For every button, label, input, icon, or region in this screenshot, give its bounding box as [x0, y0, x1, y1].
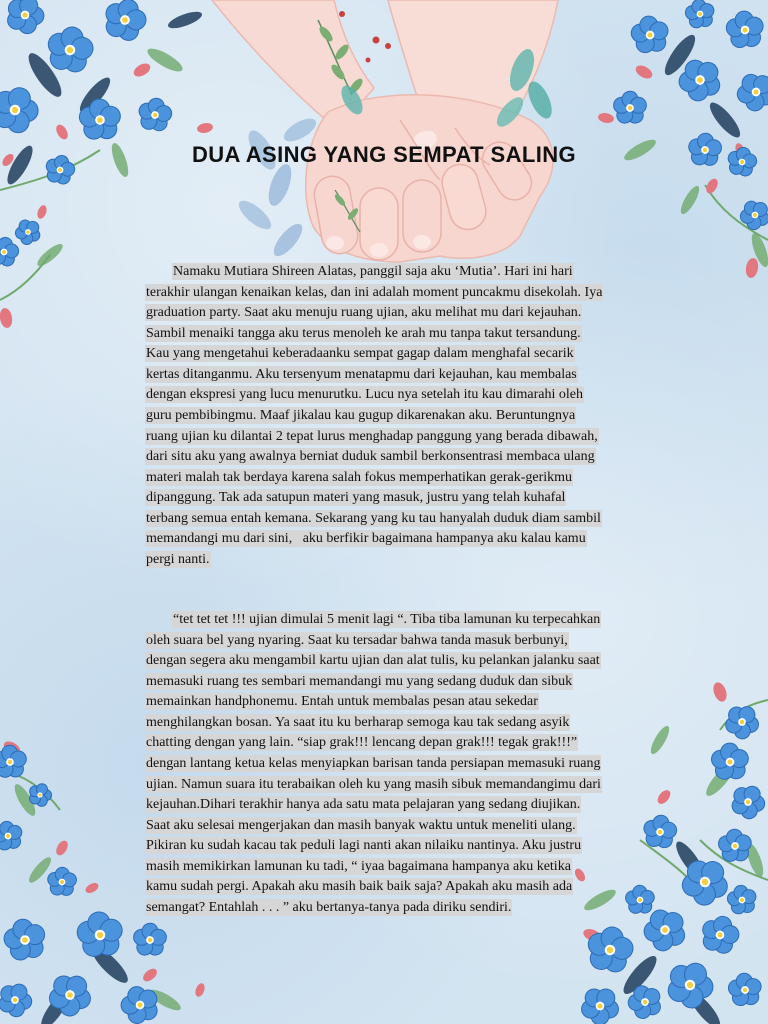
- flower-bud: [597, 112, 614, 124]
- page-title: DUA ASING YANG SEMPAT SALING: [191, 142, 577, 167]
- forget-me-not-flower: [43, 863, 82, 902]
- forget-me-not-flower: [12, 216, 45, 249]
- text-line: [145, 775, 705, 796]
- highlighted-text: dengan lantang ketua kelas menyiapkan barisan tanda persiapan memasuki ruang: [146, 755, 601, 771]
- forget-me-not-flower: [697, 913, 744, 960]
- highlighted-text: Namaku Mutiara Shireen Alatas, panggil saja aku ‘Mutia’. Hari ini hari: [173, 264, 573, 279]
- highlighted-text: oleh suara bel yang nyaring. Saat ku tersadar bahwa tanda masuk berbunyi,: [146, 632, 568, 648]
- highlighted-text: Pikiran ku sudah kacau tak peduli lagi nanti akan nilaiku nantinya. Aku justru: [146, 838, 582, 854]
- text-line: [145, 898, 705, 919]
- text-line: [145, 303, 705, 324]
- forget-me-not-flower: [0, 817, 29, 857]
- text-line: [145, 385, 705, 406]
- forget-me-not-flower: [100, 0, 152, 47]
- forget-me-not-flower: [0, 86, 39, 133]
- text-line: [145, 672, 705, 693]
- forget-me-not-flower: [737, 196, 768, 234]
- text-line: [145, 262, 705, 283]
- leaf-decoration: [144, 44, 185, 75]
- fingernail: [370, 243, 388, 257]
- text-line: [145, 488, 705, 509]
- text-line: [145, 877, 705, 898]
- highlighted-text: memasuki ruang tes sembari memandangi mu yang sedang duduk dan sibuk: [146, 673, 573, 689]
- text-line: [145, 631, 705, 652]
- highlighted-text: Sambil menaiki tangga aku terus menoleh ke arah mu tanpa takut tersandung.: [146, 325, 581, 341]
- highlighted-text: kertas ditanganmu. Aku tersenyum menatapmu dari kejauhan, kau membalas: [146, 366, 577, 382]
- forget-me-not-flower: [133, 94, 177, 138]
- flower-bud: [54, 123, 70, 142]
- highlighted-text: memainkan handphonemu. Entah untuk membalas pesan atau sekedar: [146, 694, 538, 710]
- forget-me-not-flower: [578, 983, 624, 1024]
- highlighted-text: Kau yang mengetahui keberadaanku sempat gagap dalam menghafal secarik: [146, 346, 574, 362]
- forget-me-not-flower: [723, 968, 768, 1014]
- text-line: [145, 610, 705, 631]
- text-line: [145, 651, 705, 672]
- highlighted-text: ruang ujian ku dilantai 2 tepat lurus menghadap panggung yang berada dibawah,: [146, 428, 598, 444]
- leaf-decoration: [678, 184, 703, 217]
- forget-me-not-flower: [0, 981, 34, 1018]
- leaf-decoration: [705, 99, 744, 142]
- text-line: [145, 406, 705, 427]
- text-line: [145, 795, 705, 816]
- highlighted-text: terbang semua entah kemana. Sekarang yang ku tau hanyalah duduk diam sambil: [146, 510, 601, 526]
- text-line: [145, 713, 705, 734]
- flower-bud: [54, 839, 70, 858]
- forget-me-not-flower: [723, 702, 763, 742]
- leaf-decoration: [166, 8, 204, 31]
- highlighted-text: graduation party. Saat aku menuju ruang ujian, aku melihat mu dari kejauhan.: [146, 305, 582, 321]
- forget-me-not-flower: [723, 881, 763, 921]
- text-line: [145, 447, 705, 468]
- highlighted-text: kejauhan.Dihari terakhir hanya ada satu mata pelajaran yang sedang diujikan.: [146, 797, 581, 813]
- highlighted-text: memandangi mu dari sini, aku berfikir bagaimana hampanya aku kalau kamu: [146, 531, 586, 547]
- text-line: [145, 468, 705, 489]
- text-line: [145, 509, 705, 530]
- flower-bud: [634, 63, 655, 81]
- highlighted-text: chatting dengan yang lain. “siap grak!!! lencang depan grak!!! tegak grak!!!”: [146, 735, 578, 751]
- forget-me-not-flower: [730, 783, 767, 821]
- forget-me-not-flower: [0, 234, 23, 272]
- highlighted-text: masih memikirkan lamunan ku tadi, “ iyaa bagaimana hampanya aku ketika: [146, 858, 571, 874]
- fingernail: [413, 235, 431, 249]
- highlighted-text: dipanggung. Tak ada satupun materi yang masuk, justru yang telah kuhafal: [146, 490, 566, 506]
- forget-me-not-flower: [666, 960, 716, 1011]
- forget-me-not-flower: [128, 918, 173, 963]
- text-line: [145, 427, 705, 448]
- forget-me-not-flower: [681, 0, 721, 35]
- flower-bud: [132, 61, 153, 79]
- highlighted-text: terakhir ulangan kenaikan kelas, dan ini adalah moment puncakmu disekolah. Iya: [146, 284, 603, 300]
- text-line: [145, 324, 705, 345]
- paragraph: [145, 262, 705, 570]
- text-line: [145, 550, 705, 571]
- forget-me-not-flower: [7, 0, 45, 35]
- forget-me-not-flower: [29, 784, 51, 807]
- forget-me-not-flower: [625, 10, 676, 61]
- forget-me-not-flower: [608, 86, 653, 131]
- text-line: [145, 283, 705, 304]
- forget-me-not-flower: [0, 912, 54, 969]
- highlighted-text: semangat? Entahlah . . . ” aku bertanya-tanya pada diriku sendiri.: [146, 899, 512, 915]
- flower-bud: [744, 257, 759, 279]
- text-line: [145, 692, 705, 713]
- highlighted-text: materi malah tak berdaya karena salah fokus memperhatikan gerak-gerikmu: [146, 469, 573, 485]
- text-line: [145, 733, 705, 754]
- text-line: [145, 365, 705, 386]
- text-line: [145, 754, 705, 775]
- highlighted-text: dengan segera aku mengambil kartu ujian dan alat tulis, ku pelankan jalanku saat: [146, 653, 600, 669]
- text-line: [145, 857, 705, 878]
- highlighted-text: dengan ekspresi yang lucu menurutku. Lucu nya setelah itu kau dimarahi oleh: [146, 387, 583, 403]
- flower-bud: [711, 681, 729, 704]
- text-line: [145, 529, 705, 550]
- flower-bud: [84, 881, 100, 895]
- highlighted-text: “tet tet tet !!! ujian dimulai 5 menit lagi “. Tiba tiba lamunan ku terpecahkan: [173, 612, 601, 627]
- flower-bud: [194, 982, 207, 998]
- highlighted-text: pergi nanti.: [146, 551, 210, 567]
- highlighted-text: ujian. Namun suara itu terabaikan oleh ku yang masih sibuk memandangimu dari: [146, 776, 601, 792]
- highlighted-text: kamu sudah pergi. Apakah aku masih baik baik saja? Apakah aku masih ada: [146, 879, 573, 895]
- forget-me-not-flower: [733, 68, 768, 116]
- flower-bud: [141, 966, 159, 984]
- hands-illustration: [212, 0, 558, 262]
- text-line: [145, 344, 705, 365]
- highlighted-text: dari situ aku yang awalnya berniat duduk sambil berkonsentrasi membaca ulang: [146, 449, 595, 465]
- text-line: [145, 836, 705, 857]
- forget-me-not-flower: [72, 93, 129, 150]
- text-line: [145, 816, 705, 837]
- highlighted-text: menghilangkan bosan. Ya saat itu ku berharap semoga kau tak sedang asyik: [146, 714, 570, 730]
- forget-me-not-flower: [720, 5, 768, 56]
- flower-bud: [36, 204, 49, 220]
- flower-bud: [196, 122, 213, 134]
- highlighted-text: Saat aku selesai mengerjakan dan masih banyak waktu untuk meneliti ulang.: [146, 817, 576, 833]
- flower-bud: [0, 307, 14, 329]
- paragraph: [145, 610, 705, 918]
- highlighted-text: guru pembibingmu. Maaf jikalau kau gugup dikarenakan aku. Beruntungnya: [146, 407, 576, 423]
- fingernail: [326, 236, 344, 250]
